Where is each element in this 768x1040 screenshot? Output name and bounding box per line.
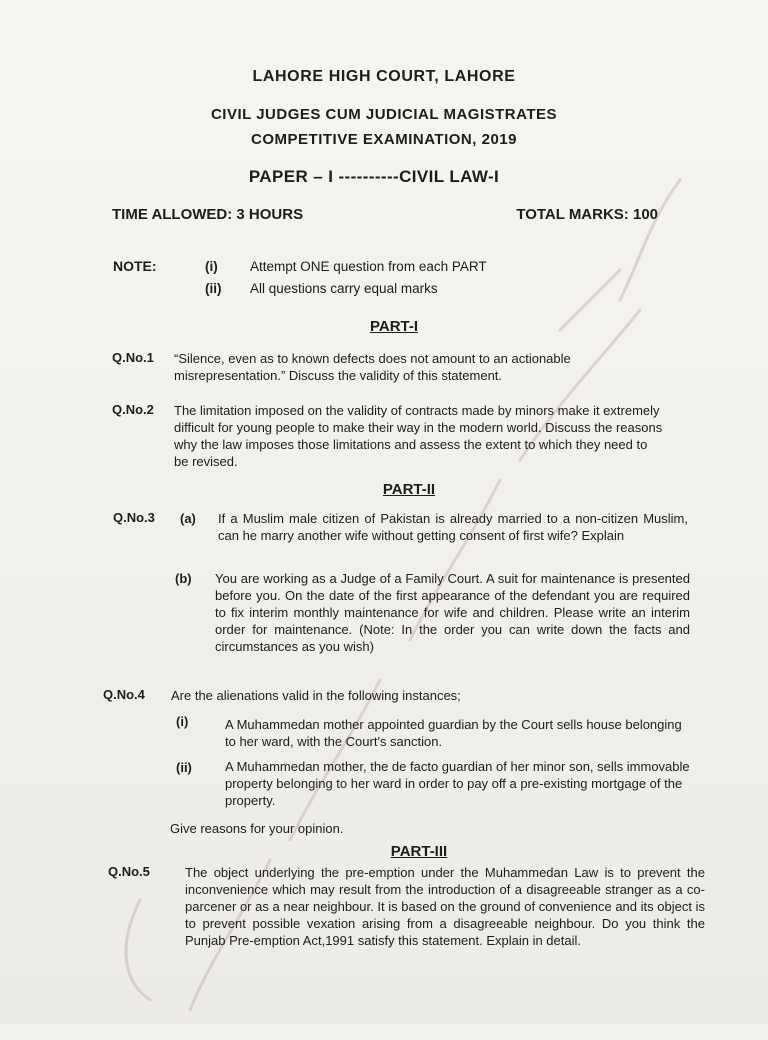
subquestion-label-4ii: (ii) xyxy=(176,760,192,775)
subquestion-text-3a: If a Muslim male citizen of Pakistan is already married to a non-citizen Muslim, can he marry another wife without getting consent of first wife? Explain xyxy=(218,511,688,543)
part-heading-1: PART-I xyxy=(369,318,419,335)
paper-title: PAPER – I ----------CIVIL LAW-I xyxy=(248,167,500,186)
subquestion-label-3b: (b) xyxy=(175,571,192,586)
question-text-5: The object underlying the pre-emption under the Muhammedan Law is to prevent the inconvenience which may result from the introduction of a disagreeable stranger as a co-parcener or as a near neighbour. It is based on the ground of convenience and its object is to prevent possible vexation arising from a disagreeable neighbour. Do you think the Punjab Pre-emption Act,1991 satisfy this statement. Explain in detail. xyxy=(185,865,705,948)
subquestion-label-4i: (i) xyxy=(176,714,189,729)
note-item-number: (ii) xyxy=(205,281,222,296)
question-text-4: Are the alienations valid in the following instances; xyxy=(171,688,461,703)
question-label-2: Q.No.2 xyxy=(112,402,154,417)
question-text-2: The limitation imposed on the validity of contracts made by minors make it extremely difficult for young people to make their way in the modern world. Discuss the reasons why the law imposes those limitations and assess the extent to which they need to be revised. xyxy=(174,403,663,469)
note-item xyxy=(205,259,487,274)
note-label: NOTE: xyxy=(113,258,157,274)
question-label-1: Q.No.1 xyxy=(112,350,154,365)
part-heading-3: PART-III xyxy=(390,843,448,860)
note-item xyxy=(205,281,438,296)
exam-title-line2: COMPETITIVE EXAMINATION, 2019 xyxy=(251,131,517,148)
question-4-closing: Give reasons for your opinion. xyxy=(170,821,344,836)
time-allowed: TIME ALLOWED: 3 HOURS xyxy=(112,206,304,223)
note-item-number: (i) xyxy=(205,259,218,274)
question-label-5: Q.No.5 xyxy=(108,864,150,879)
subquestion-text-4ii: A Muhammedan mother, the de facto guardian of her minor son, sells immovable property belonging to her ward in order to pay off a pre-existing mortgage of the property. xyxy=(225,759,690,808)
subquestion-label-3a: (a) xyxy=(180,511,196,526)
subquestion-text-4i: A Muhammedan mother appointed guardian by the Court sells house belonging to her ward, with the Court's sanction. xyxy=(225,717,682,749)
subquestion-text-3b: You are working as a Judge of a Family Court. A suit for maintenance is presented before you. On the date of the first appearance of the defendant you are required to fix interim monthly maintenance for wife and children. Please write an interim order for maintenance. (Note: In the order you can write down the facts and circumstances as you wish) xyxy=(215,571,690,654)
court-title: LAHORE HIGH COURT, LAHORE xyxy=(252,68,516,85)
question-text-1: “Silence, even as to known defects does not amount to an actionable misrepresentation.” Discuss the validity of this statement. xyxy=(174,351,571,383)
question-label-4: Q.No.4 xyxy=(103,687,145,702)
note-item-text: All questions carry equal marks xyxy=(250,281,438,296)
total-marks: TOTAL MARKS: 100 xyxy=(516,206,658,223)
note-item-text: Attempt ONE question from each PART xyxy=(250,259,487,274)
question-label-3: Q.No.3 xyxy=(113,510,155,525)
exam-title-line1: CIVIL JUDGES CUM JUDICIAL MAGISTRATES xyxy=(210,106,558,123)
part-heading-2: PART-II xyxy=(382,481,436,498)
